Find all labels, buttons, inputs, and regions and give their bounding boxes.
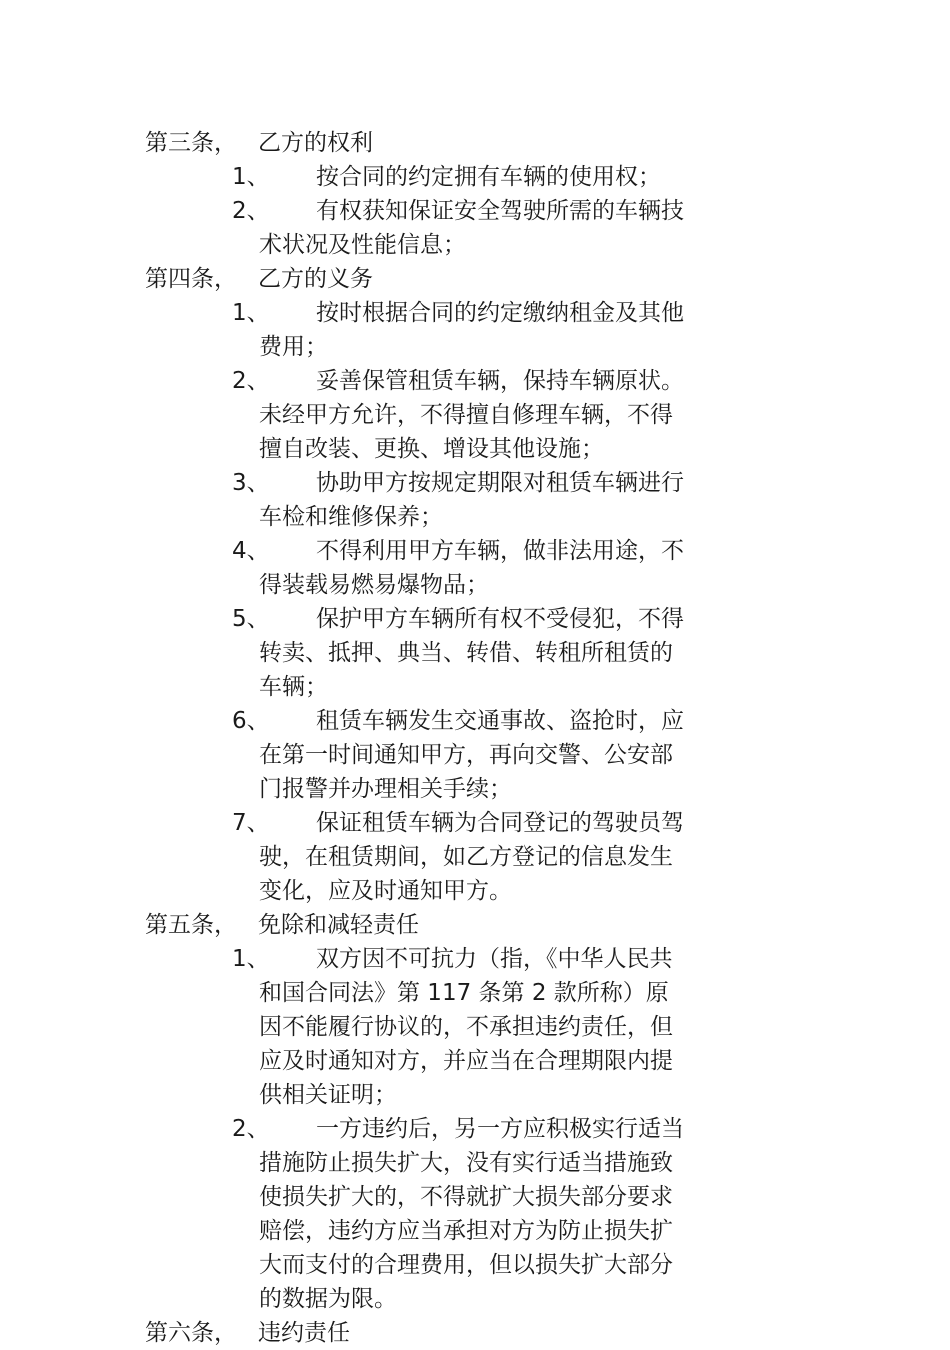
article-title: 乙方的权利 — [258, 130, 373, 156]
item-text: 协助甲方按规定期限对租赁车辆进行车检和维修保养； — [259, 470, 684, 530]
article-title: 违约责任 — [258, 1320, 350, 1346]
article-number: 第三条， — [145, 130, 237, 156]
article-number: 第六条， — [145, 1320, 237, 1346]
list-item — [145, 1112, 689, 1316]
article-heading — [145, 262, 825, 296]
item-index: 2、 — [232, 1116, 270, 1142]
article-number: 第四条， — [145, 266, 237, 292]
item-text: 保证租赁车辆为合同登记的驾驶员驾驶，在租赁期间，如乙方登记的信息发生变化，应及时通知甲方。 — [259, 810, 684, 904]
item-text: 按合同的约定拥有车辆的使用权； — [316, 164, 661, 190]
item-index: 2、 — [232, 198, 270, 224]
list-item — [145, 364, 689, 466]
list-item — [145, 806, 689, 908]
item-index: 1、 — [232, 300, 270, 326]
item-text: 按时根据合同的约定缴纳租金及其他费用； — [259, 300, 684, 360]
article-heading — [145, 908, 825, 942]
list-item — [145, 602, 689, 704]
item-text: 不得利用甲方车辆，做非法用途，不得装载易燃易爆物品； — [259, 538, 684, 598]
item-text: 保护甲方车辆所有权不受侵犯，不得转卖、抵押、典当、转借、转租所租赁的车辆； — [259, 606, 684, 700]
list-item — [145, 296, 689, 364]
list-item — [145, 534, 689, 602]
list-item — [145, 466, 689, 534]
item-text: 有权获知保证安全驾驶所需的车辆技术状况及性能信息； — [259, 198, 684, 258]
document-content — [145, 126, 825, 1350]
article-number: 第五条， — [145, 912, 237, 938]
item-index: 6、 — [232, 708, 270, 734]
item-index: 2、 — [232, 368, 270, 394]
article-heading — [145, 126, 825, 160]
item-text: 双方因不可抗力（指，《中华人民共和国合同法》第 117 条第 2 款所称）原因不能履行协议的，不承担违约责任，但应及时通知对方，并应当在合理期限内提供相关证明； — [259, 946, 673, 1108]
item-text: 一方违约后，另一方应积极实行适当措施防止损失扩大，没有实行适当措施致使损失扩大的，不得就扩大损失部分要求赔偿，违约方应当承担对方为防止损失扩大而支付的合理费用，但以损失扩大部分的数据为限。 — [259, 1116, 684, 1312]
list-item — [145, 704, 689, 806]
item-index: 7、 — [232, 810, 270, 836]
list-item — [145, 942, 689, 1112]
list-item — [145, 194, 689, 262]
item-index: 1、 — [232, 164, 270, 190]
article-title: 乙方的义务 — [258, 266, 373, 292]
item-index: 1、 — [232, 946, 270, 972]
article-heading — [145, 1316, 825, 1350]
item-index: 3、 — [232, 470, 270, 496]
item-index: 4、 — [232, 538, 270, 564]
item-text: 租赁车辆发生交通事故、盗抢时，应在第一时间通知甲方，再向交警、公安部门报警并办理相关手续； — [259, 708, 684, 802]
item-index: 5、 — [232, 606, 270, 632]
item-text: 妥善保管租赁车辆，保持车辆原状。未经甲方允许，不得擅自修理车辆，不得擅自改装、更换、增设其他设施； — [259, 368, 684, 462]
article-title: 免除和减轻责任 — [258, 912, 419, 938]
list-item — [145, 160, 689, 194]
